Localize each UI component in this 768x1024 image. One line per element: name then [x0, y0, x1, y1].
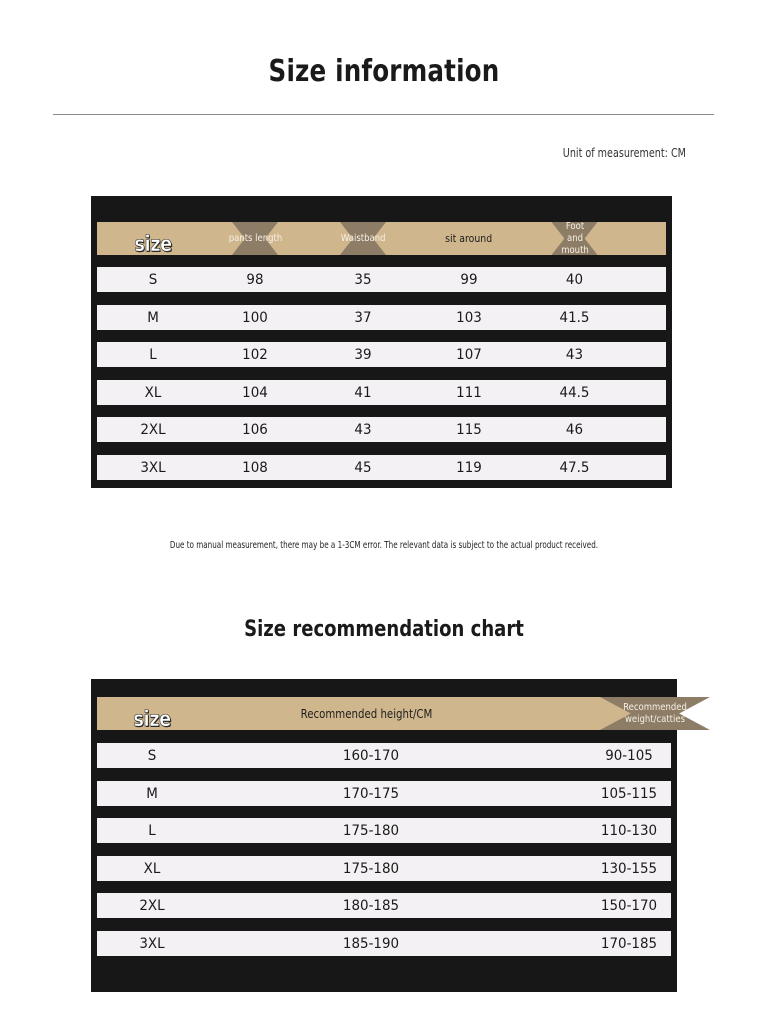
cell-weight: 90-105 [605, 747, 653, 764]
cell-waistband: 37 [354, 309, 372, 326]
cell-height: 175-180 [342, 822, 400, 839]
cell-sit-around: 111 [456, 384, 482, 401]
size-header: size [134, 231, 172, 256]
recommendation-title: Size recommendation chart [244, 617, 524, 642]
cell-size: 3XL [140, 459, 166, 476]
cell-pants-length: 102 [242, 346, 268, 363]
cell-pants-length: 98 [246, 271, 264, 288]
table-row [97, 856, 671, 881]
measurement-notice: Due to manual measurement, there may be a 1-3CM error. The relevant data is subject to the actual product received. [169, 540, 599, 551]
header-recommended-weight: Recommended weight/catties [579, 697, 731, 730]
table-row [97, 417, 666, 442]
recommendation-table [91, 679, 687, 992]
cell-size: 2XL [140, 421, 166, 438]
cell-waistband: 41 [354, 384, 372, 401]
table-row [97, 931, 671, 956]
cell-sit-around: 99 [460, 271, 478, 288]
cell-sit-around: 119 [456, 459, 482, 476]
cell-foot-and-mouth: 47.5 [559, 459, 590, 476]
size-header: size [133, 706, 171, 731]
cell-size: XL [144, 384, 162, 401]
cell-size: 3XL [139, 935, 165, 952]
table-row [97, 380, 666, 405]
cell-size: XL [143, 860, 161, 877]
title-divider [53, 114, 714, 115]
cell-size: S [147, 747, 157, 764]
cell-foot-and-mouth: 46 [565, 421, 584, 438]
cell-pants-length: 108 [242, 459, 268, 476]
cell-height: 175-180 [342, 860, 400, 877]
cell-waistband: 35 [354, 271, 372, 288]
cell-foot-and-mouth: 41.5 [559, 309, 590, 326]
cell-waistband: 39 [354, 346, 372, 363]
table-row [97, 743, 671, 768]
cell-weight: 110-130 [600, 822, 658, 839]
size-table-header [97, 222, 666, 255]
cell-weight: 130-155 [600, 860, 658, 877]
cell-height: 180-185 [342, 897, 400, 914]
cell-size: L [149, 346, 157, 363]
table-row [97, 455, 666, 480]
cell-size: S [148, 271, 158, 288]
table-row [97, 781, 671, 806]
recommendation-table-header [97, 697, 687, 731]
table-row [97, 818, 671, 843]
cell-size: M [147, 309, 159, 326]
cell-pants-length: 106 [242, 421, 268, 438]
header-sit-around: sit around [445, 231, 493, 245]
cell-size: 2XL [139, 897, 165, 914]
cell-sit-around: 103 [456, 309, 482, 326]
size-table [91, 196, 672, 488]
cell-weight: 150-170 [600, 897, 658, 914]
unit-note: Unit of measurement: CM [562, 146, 686, 160]
cell-pants-length: 104 [242, 384, 268, 401]
cell-size: M [146, 785, 158, 802]
cell-waistband: 43 [354, 421, 372, 438]
header-pants-length: pants length [209, 222, 301, 255]
cell-height: 185-190 [342, 935, 400, 952]
table-row [97, 267, 666, 292]
table-row [97, 305, 666, 330]
cell-pants-length: 100 [242, 309, 268, 326]
cell-foot-and-mouth: 44.5 [559, 384, 590, 401]
cell-foot-and-mouth: 40 [565, 271, 584, 288]
cell-sit-around: 107 [456, 346, 482, 363]
table-row [97, 342, 666, 367]
cell-weight: 170-185 [600, 935, 658, 952]
cell-height: 170-175 [342, 785, 400, 802]
cell-size: L [148, 822, 156, 839]
cell-foot-and-mouth: 43 [565, 346, 584, 363]
table-row [97, 893, 671, 918]
header-foot-and-mouth: Foot and mouth [513, 222, 636, 255]
header-recommended-height: Recommended height/CM [300, 706, 432, 721]
page-title: Size information [268, 54, 500, 89]
cell-height: 160-170 [342, 747, 400, 764]
cell-weight: 105-115 [600, 785, 658, 802]
cell-waistband: 45 [354, 459, 372, 476]
header-waistband: Waistband [301, 222, 425, 255]
cell-sit-around: 115 [456, 421, 482, 438]
